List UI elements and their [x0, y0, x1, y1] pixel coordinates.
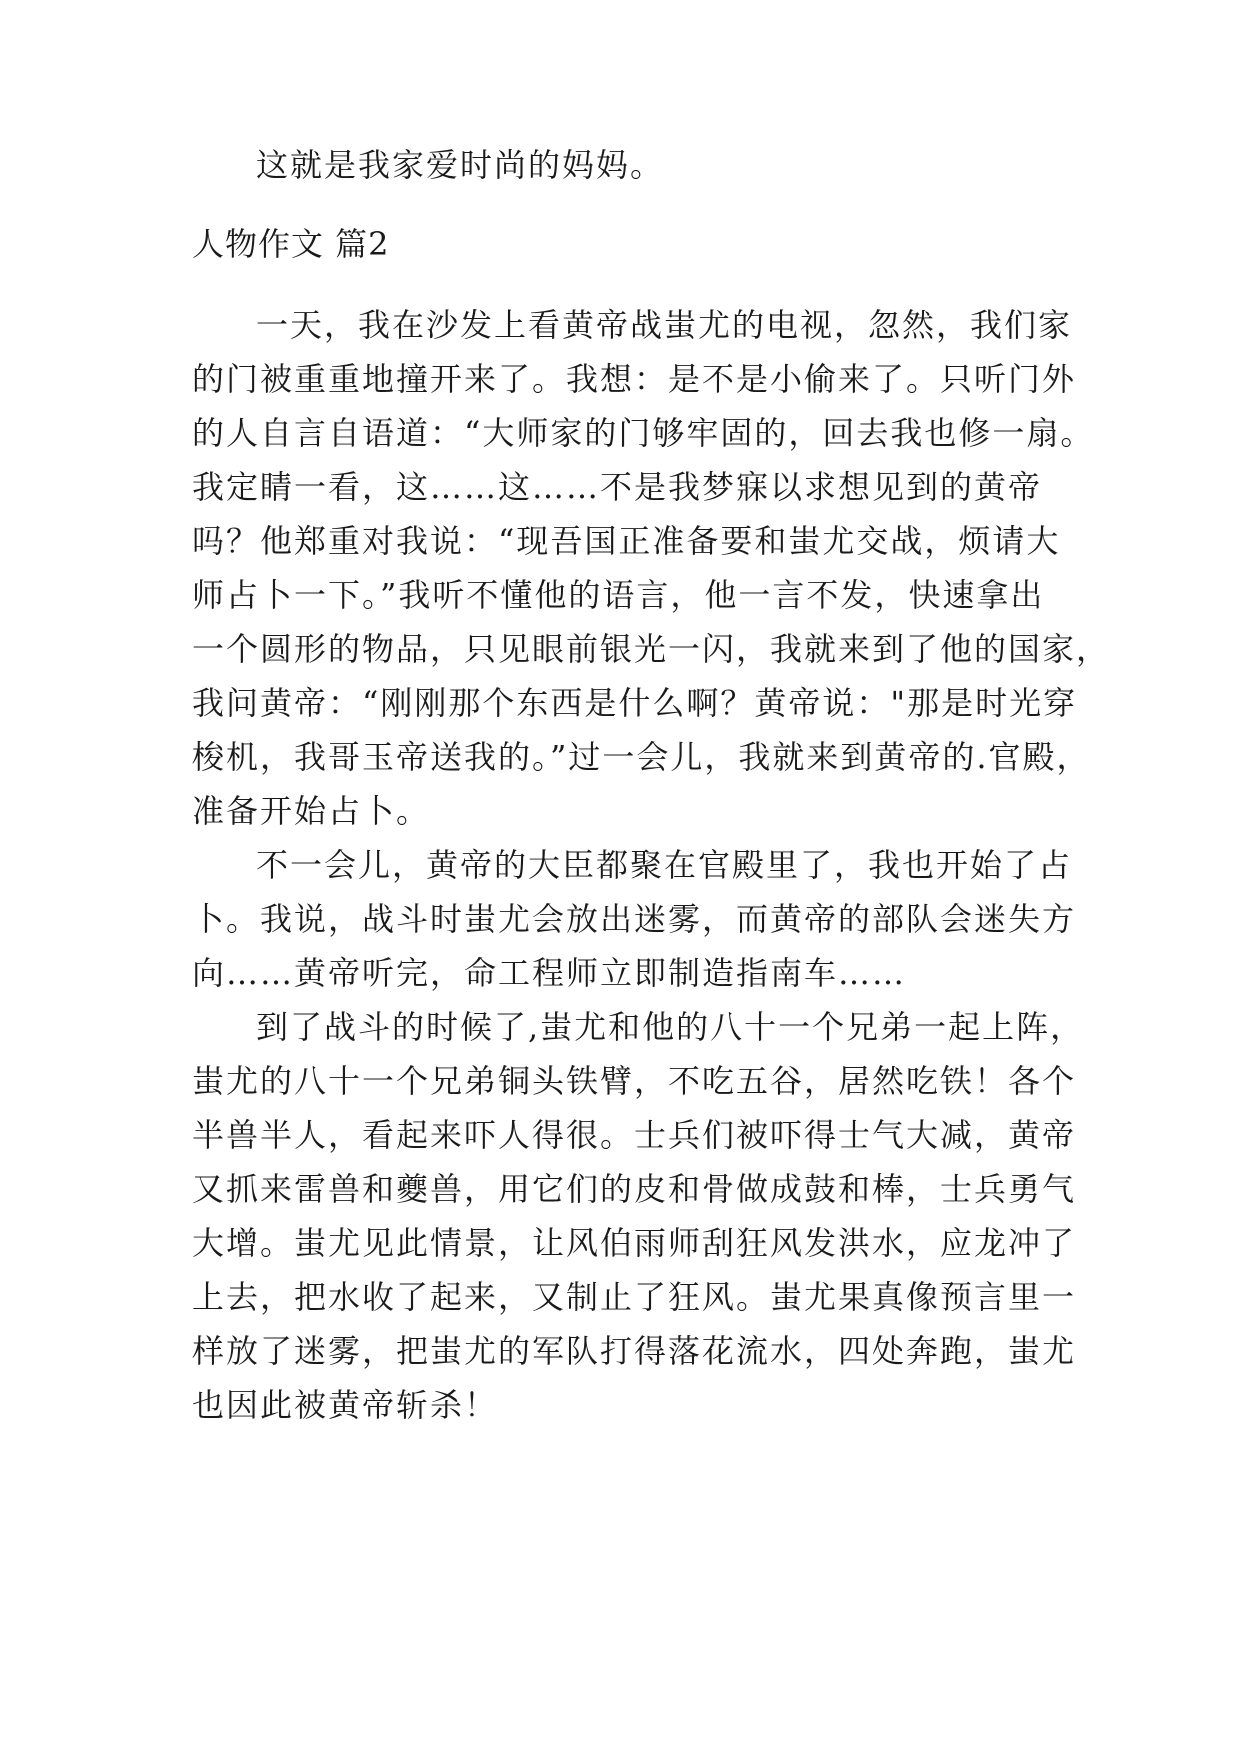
paragraph-line: 卜。我说，战斗时蚩尤会放出迷雾，而黄帝的部队会迷失方: [192, 900, 1077, 938]
paragraph-line: 一天，我在沙发上看黄帝战蚩尤的电视，忽然，我们家: [256, 306, 1073, 344]
paragraph-line: 准备开始占卜。: [192, 792, 431, 830]
paragraph-line: 梭机，我哥玉帝送我的。”过一会儿，我就来到黄帝的.官殿，: [192, 738, 1091, 776]
paragraph-line: 我定睛一看，这……这……不是我梦寐以求想见到的黄帝: [192, 468, 1043, 506]
paragraph-line: 我问黄帝：“刚刚那个东西是什么啊？黄帝说："那是时光穿: [192, 684, 1078, 722]
paragraph-line: 蚩尤的八十一个兄弟铜头铁臂，不吃五谷，居然吃铁！各个: [192, 1062, 1077, 1100]
paragraph-line: 向……黄帝听完，命工程师立即制造指南车……: [192, 954, 907, 992]
paragraph-line: 又抓来雷兽和夔兽，用它们的皮和骨做成鼓和棒，士兵勇气: [192, 1170, 1077, 1208]
paragraph-line: 的门被重重地撞开来了。我想：是不是小偷来了。只听门外: [192, 360, 1077, 398]
paragraph-line: 的人自言自语道：“大师家的门够牢固的，回去我也修一扇。: [192, 414, 1095, 452]
section-title: 人物作文 篇2: [192, 225, 390, 263]
paragraph-line: 一个圆形的物品，只见眼前银光一闪，我就来到了他的国家，: [192, 630, 1111, 668]
paragraph-line: 也因此被黄帝斩杀！: [192, 1386, 499, 1424]
paragraph-line: 这就是我家爱时尚的妈妈。: [256, 146, 665, 184]
paragraph-line: 样放了迷雾，把蚩尤的军队打得落花流水，四处奔跑，蚩尤: [192, 1332, 1077, 1370]
paragraph-line: 上去，把水收了起来，又制止了狂风。蚩尤果真像预言里一: [192, 1278, 1077, 1316]
paragraph-line: 大增。蚩尤见此情景，让风伯雨师刮狂风发洪水，应龙冲了: [192, 1224, 1077, 1262]
paragraph-line: 半兽半人，看起来吓人得很。士兵们被吓得士气大减，黄帝: [192, 1116, 1077, 1154]
paragraph-line: 不一会儿，黄帝的大臣都聚在官殿里了，我也开始了占: [256, 846, 1073, 884]
paragraph-line: 到了战斗的时候了,蚩尤和他的八十一个兄弟一起上阵，: [256, 1008, 1085, 1046]
paragraph-line: 吗？他郑重对我说：“现吾国正准备要和蚩尤交战，烦请大: [192, 522, 1061, 560]
paragraph-line: 师占卜一下。”我听不懂他的语言，他一言不发，快速拿出: [192, 576, 1045, 614]
